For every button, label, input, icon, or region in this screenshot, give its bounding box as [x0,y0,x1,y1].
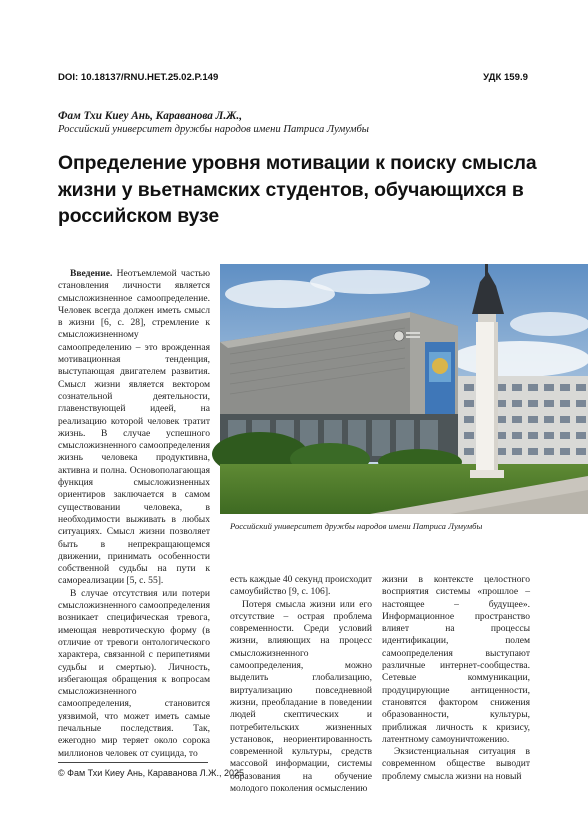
paragraph: жизни в контексте целостного восприятия системы «прошлое – настоящее – будущее». Информационное пространство влияет на процессы идентификации, полем самоопределения выступают различные интернет-сообщества. Сетевые коммуникации, продуцирующие антиценности, становятся фактором снижения образованности, культуры, приближая личность к кризису, латентному самоуничтожению. [382,574,530,745]
figure-caption: Российский университет дружбы народов имени Патриса Лумумбы [230,521,483,531]
paragraph: есть каждые 40 секунд происходит самоубийство [9, с. 106]. [230,574,372,598]
building-illustration [220,264,588,514]
copyright-notice: © Фам Тхи Киеу Ань, Караванова Л.Ж., 2025 [58,768,244,778]
body-column-2 [230,574,372,795]
paragraph: Экзистенциальная ситуация в современном обществе выводит проблему смысла жизни на новый [382,746,530,782]
body-column-1 [58,268,210,759]
udk-code: УДК 159.9 [483,72,528,83]
body-column-3 [382,574,530,782]
university-photo [220,264,588,514]
paragraph [58,268,210,588]
author-affiliation: Российский университет дружбы народов имени Патриса Лумумбы [58,124,369,135]
doi-line: DOI: 10.18137/RNU.HET.25.02.P.149 [58,72,219,83]
author-names: Фам Тхи Киеу Ань, Караванова Л.Ж., [58,110,242,122]
article-title: Определение уровня мотивации к поиску смысла жизни у вьетнамских студентов, обучающихся в российском вузе [58,152,537,227]
paragraph: В случае отсутствия или потери смысложизненного самоопределения возникает специфическая тревога, имеющая невротическую форму (в отличие от тревоги онтологического характера, связанной с перипетиями судьбы и смертью). Личность, избегающая обращения к вопросам смысложизненного самоопределения, становится уязвимой, что может иметь самые печальные последствия. Так, ежегодно мир теряет около сорока миллионов человек от суицида, то [58,587,210,759]
section-lead: Введение. [70,268,113,279]
footer-rule [58,762,208,763]
paragraph: Потеря смысла жизни или его отсутствие – острая проблема современности. Среди условий жизни, влияющих на процесс смысложизненного самоопределения, можно выделить глобализацию, виртуализацию повседневной жизни, преобладание в поведении людей скептических и потребительских жизненных установок, неориентированность современной культуры, средств массовой информации, системы образования на обучение молодого поколения осмыслению [230,598,372,795]
paragraph-text: Неотъемлемой частью становления личности является смысложизненное самоопределение. Человек всегда должен иметь смысл в жизни [6, с. 28], стремление к смысложизненному самоопределению – это врожденная мотивационная тенденция, выступающая двигателем развития. Смысл жизни является вектором сознательной деятельности, главенствующей идеей, на реализацию которой человек тратит жизнь. В случае успешного смысложизненного самоопределения жизнь человека продуктивна, активна и полна. Основополагающая функция смысложизненных ориентиров заключается в самом существовании человека, в необходимости выживать в любых ситуациях. Смысл жизни позволяет быть в непрекращающемся движении, принимать особенности собственной судьбы на пути к самореализации [5, с. 55]. [58,268,210,587]
